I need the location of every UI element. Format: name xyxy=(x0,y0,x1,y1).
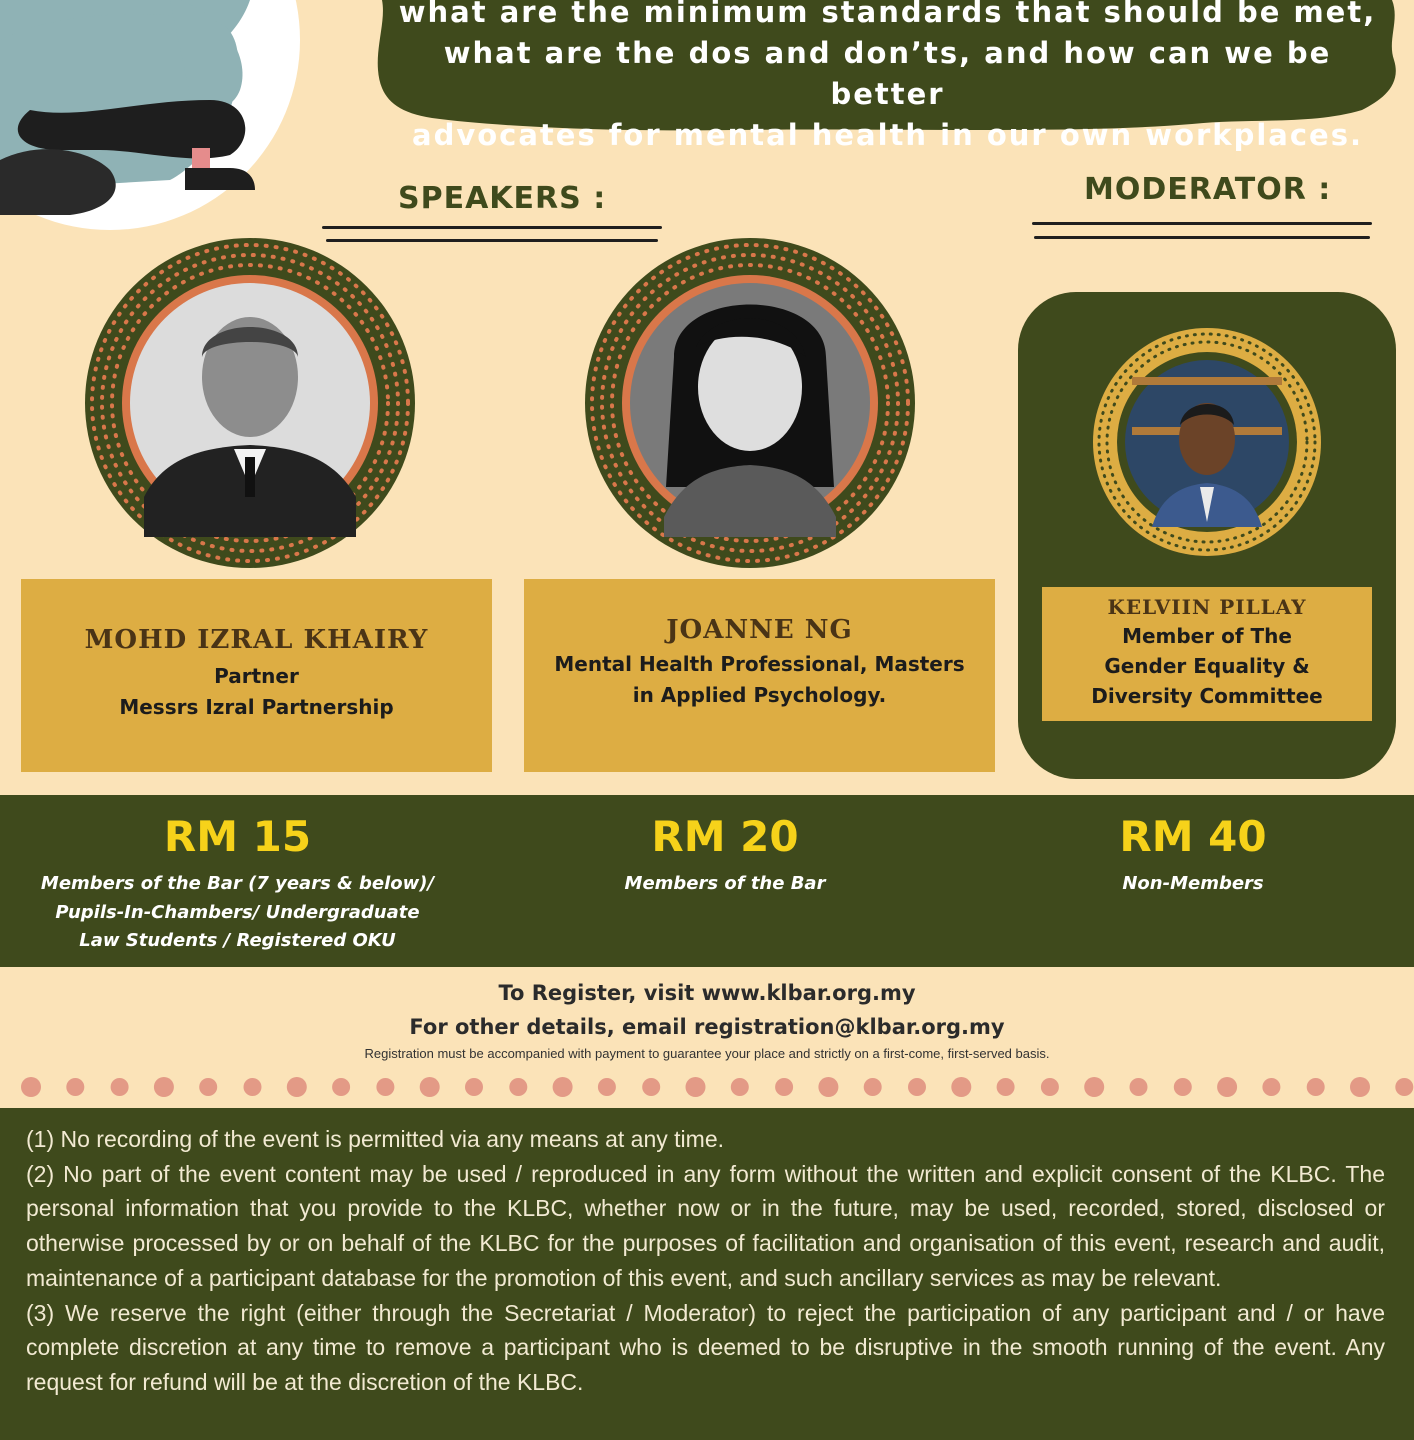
divider-dot xyxy=(376,1078,394,1096)
price-tier-2-amount: RM 20 xyxy=(651,812,799,861)
speaker-1-role-line-2: Messrs Izral Partnership xyxy=(119,695,394,719)
price-tier-3-amount: RM 40 xyxy=(1119,812,1267,861)
speaker-2-portrait xyxy=(584,237,916,569)
intro-line-3: advocates for mental health in our own workplaces. xyxy=(412,118,1363,152)
divider-dot xyxy=(1130,1078,1148,1096)
term-2: (2) No part of the event content may be used / reproduced in any form without the written and explicit consent of the KLBC. The personal information that you provide to the KLBC, whether now or in the future, may be used, recorded, stored, disclosed or otherwise processed by or on behalf of the KLBC for the purposes of facilitation and organisation of this event, research and audit, maintenance of a participant database for the promotion of this event, and such ancillary services as may be relevant. xyxy=(26,1160,1385,1291)
divider-dot xyxy=(1262,1078,1280,1096)
speaker-2-role-line-1: Mental Health Professional, Masters xyxy=(554,652,965,676)
divider-dot xyxy=(864,1078,882,1096)
divider-dot xyxy=(21,1077,41,1097)
divider-dot xyxy=(686,1077,706,1097)
divider-dot xyxy=(775,1078,793,1096)
terms-text xyxy=(26,1122,1385,1400)
price-tier-2 xyxy=(490,812,960,899)
divider-dot xyxy=(1217,1077,1237,1097)
moderator-underline-2 xyxy=(1034,236,1370,239)
speakers-underline xyxy=(322,226,662,229)
register-note: Registration must be accompanied with payment to guarantee your place and strictly on a first-come, first-served basis. xyxy=(364,1046,1050,1061)
speakers-heading: SPEAKERS : xyxy=(398,181,607,216)
intro-text xyxy=(395,0,1380,156)
divider-dot xyxy=(997,1078,1015,1096)
moderator-underline xyxy=(1032,222,1372,225)
price-tier-3-desc: Non-Members xyxy=(1122,873,1264,894)
divider-dot xyxy=(111,1078,129,1096)
divider-dot xyxy=(287,1077,307,1097)
price-tier-1-amount: RM 15 xyxy=(163,812,312,861)
divider-dot xyxy=(509,1078,527,1096)
divider-dot xyxy=(332,1078,350,1096)
price-tier-1-desc xyxy=(0,870,475,956)
price-tier-2-desc: Members of the Bar xyxy=(624,873,826,894)
divider-dot xyxy=(1174,1078,1192,1096)
divider-dot xyxy=(553,1077,573,1097)
price-tier-1-desc-line-2: Pupils-In-Chambers/ Undergraduate xyxy=(55,901,420,923)
divider-dot xyxy=(1350,1077,1370,1097)
term-3: (3) We reserve the right (either through the Secretariat / Moderator) to reject the participation of any participant and / or have complete discretion at any time to remove a participant who is deemed to be disruptive in the smooth running of the event. Any request for refund will be at the discretion of the KLBC. xyxy=(26,1299,1385,1395)
speaker-1-portrait xyxy=(84,237,416,569)
register-email-line: For other details, email registration@klbar.org.my xyxy=(409,1015,1005,1039)
divider-dot xyxy=(1395,1078,1413,1096)
divider-dot xyxy=(642,1078,660,1096)
divider-dot xyxy=(420,1077,440,1097)
divider-dot xyxy=(465,1078,483,1096)
moderator-role-line-3: Diversity Committee xyxy=(1091,684,1323,708)
divider-dot xyxy=(1041,1078,1059,1096)
sad-person-illustration xyxy=(0,0,360,235)
divider-dot xyxy=(951,1077,971,1097)
intro-line-2: what are the dos and don’ts, and how can we be better xyxy=(443,36,1332,111)
divider-dot xyxy=(818,1077,838,1097)
price-tier-1-desc-line-3: Law Students / Registered OKU xyxy=(79,930,396,951)
divider-dot xyxy=(908,1078,926,1096)
divider-dot xyxy=(66,1078,84,1096)
moderator-portrait xyxy=(1092,327,1322,557)
speaker-2-role-line-2: in Applied Psychology. xyxy=(632,683,887,707)
speaker-1-card xyxy=(21,579,492,772)
divider-dot xyxy=(154,1077,174,1097)
moderator-role-line-1: Member of The xyxy=(1122,624,1292,648)
price-tier-3 xyxy=(960,812,1414,899)
dot-divider xyxy=(0,1072,1414,1102)
registration-info xyxy=(0,976,1414,1061)
moderator-card xyxy=(1042,587,1372,721)
price-tier-1 xyxy=(0,812,475,956)
register-url-line: To Register, visit www.klbar.org.my xyxy=(498,981,916,1005)
moderator-heading: MODERATOR : xyxy=(1084,172,1332,207)
divider-dot xyxy=(1084,1077,1104,1097)
moderator-name: KELVIIN PILLAY xyxy=(1107,595,1307,619)
speaker-2-name: JOANNE NG xyxy=(666,615,853,645)
divider-dot xyxy=(199,1078,217,1096)
divider-dot xyxy=(244,1078,262,1096)
intro-line-1: what are the minimum standards that should be met, xyxy=(398,0,1377,29)
moderator-role-line-2: Gender Equality & xyxy=(1104,654,1310,678)
speaker-1-role-line-1: Partner xyxy=(214,664,299,688)
divider-dot xyxy=(598,1078,616,1096)
speaker-1-name: MOHD IZRAL KHAIRY xyxy=(84,625,429,655)
term-1: (1) No recording of the event is permitted via any means at any time. xyxy=(26,1126,724,1152)
divider-dot xyxy=(731,1078,749,1096)
divider-dot xyxy=(1307,1078,1325,1096)
speaker-2-card xyxy=(524,579,995,772)
price-tier-1-desc-line-1: Members of the Bar (7 years & below)/ xyxy=(40,873,435,894)
